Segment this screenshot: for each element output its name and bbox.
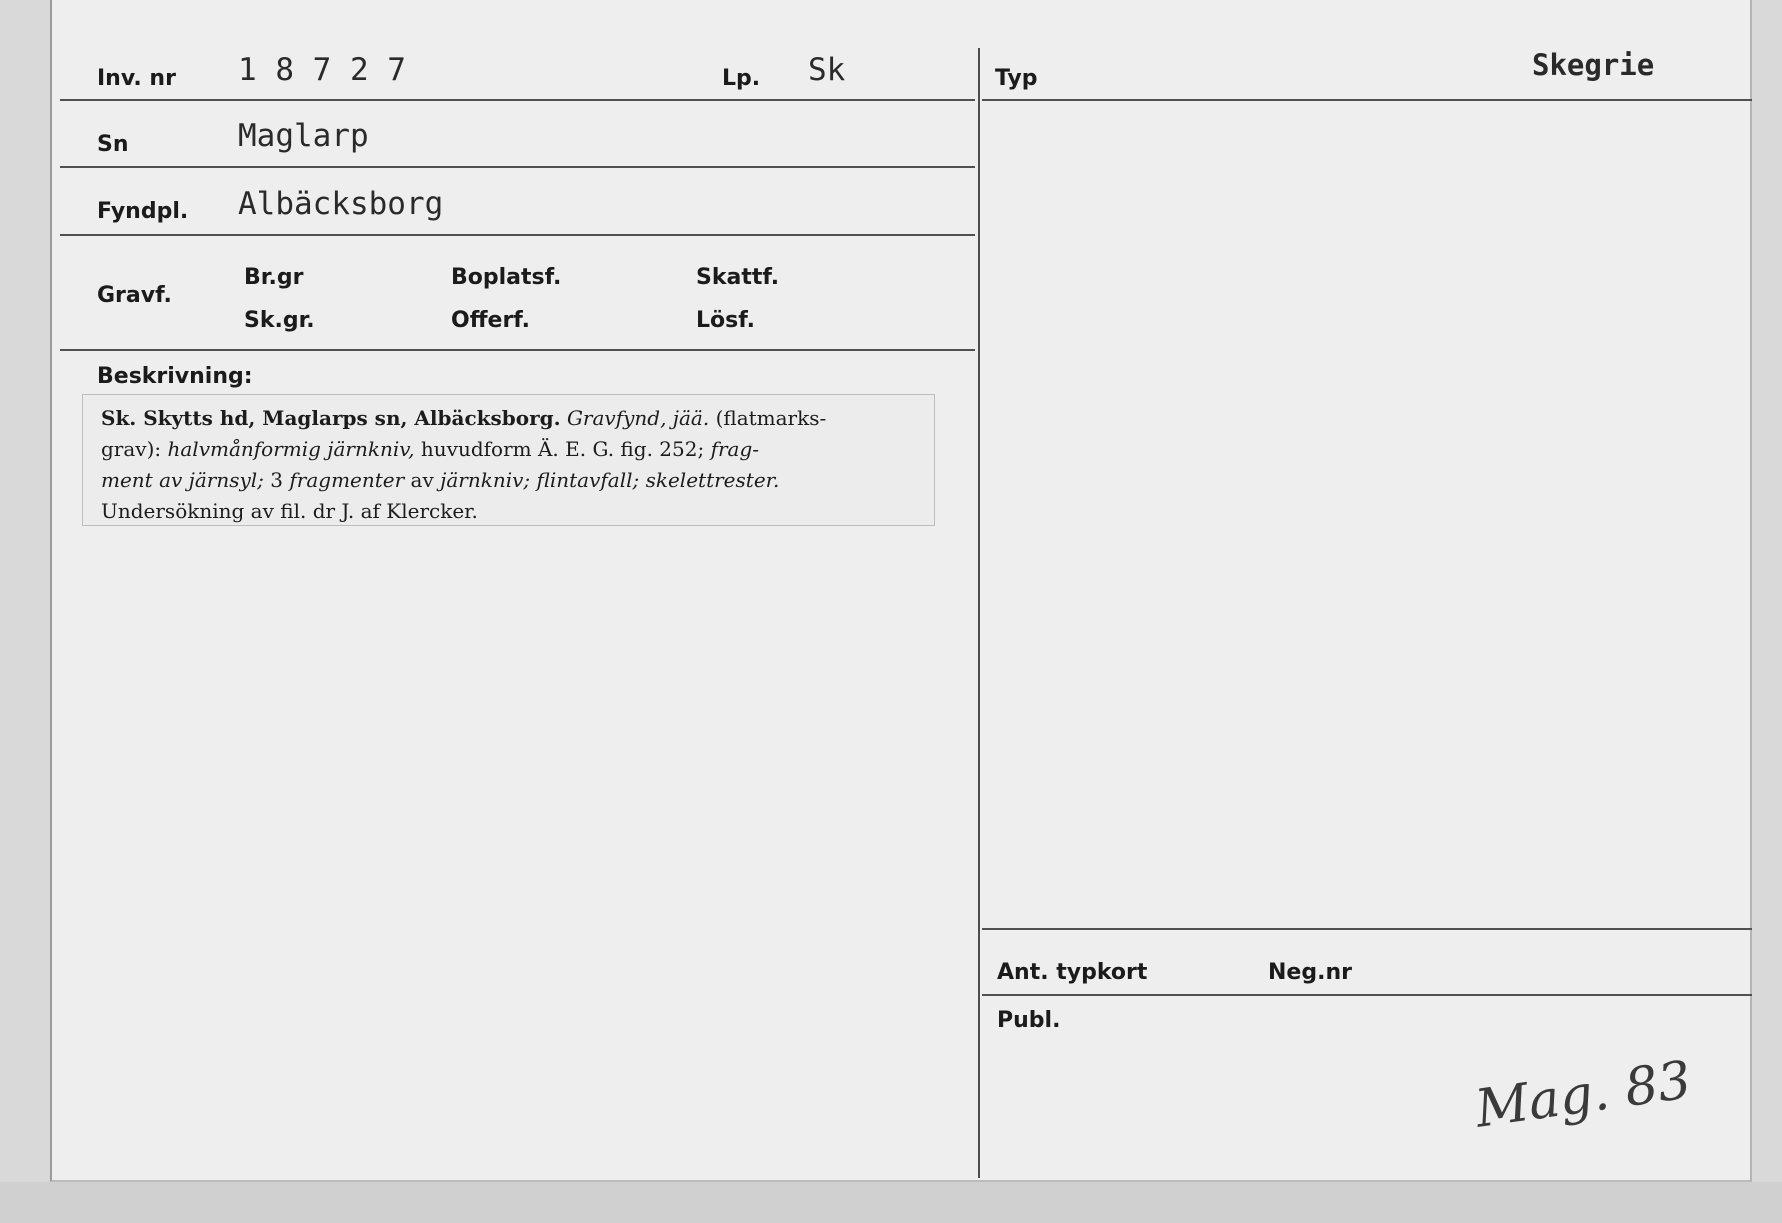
scan-edge-strip [0,1182,1782,1223]
neg-nr-label: Neg.nr [1268,960,1352,985]
fyndpl-value: Albäcksborg [238,186,444,222]
rule-publ [982,994,1752,996]
fyndpl-label: Fyndpl. [97,199,189,224]
ant-typkort-label: Ant. typkort [997,960,1148,985]
description-line-1: Sk. Skytts hd, Maglarps sn, Albäcksborg. Gravfynd, jää. (flatmarks- [101,406,827,430]
rule-gravf [60,349,975,351]
lp-label: Lp. [722,66,761,91]
brgr-label: Br.gr [244,265,304,290]
column-divider [978,48,980,1178]
beskrivning-label: Beskrivning: [97,364,253,389]
catalog-card [50,0,1752,1182]
publ-label: Publ. [997,1008,1061,1033]
skgr-label: Sk.gr. [244,308,315,333]
description-line-3: ment av järnsyl; 3 fragmenter av järnkniv; flintavfall; skelettrester. [101,468,780,492]
inv-nr-label: Inv. nr [97,66,176,91]
typ-value: Skegrie [1532,48,1655,82]
lp-value: Sk [808,52,846,88]
description-line-4: Undersökning av fil. dr J. af Klercker. [101,499,478,523]
gravf-label: Gravf. [97,283,172,308]
boplatsf-label: Boplatsf. [451,265,562,290]
sn-label: Sn [97,132,129,157]
inv-nr-value: 1 8 7 2 7 [238,52,406,88]
skattf-label: Skattf. [696,265,780,290]
description-line-2: grav): halvmånformig järnkniv, huvudform Ä. E. G. fig. 252; frag- [101,437,760,461]
typ-label: Typ [995,66,1038,91]
rule-typ [982,99,1752,101]
rule-sn [60,166,975,168]
rule-fyndpl [60,234,975,236]
offerf-label: Offerf. [451,308,531,333]
sn-value: Maglarp [238,118,369,154]
rule-inv [60,99,975,101]
description-slip [82,394,935,526]
losf-label: Lösf. [696,308,755,333]
rule-typkort [982,928,1752,930]
handwritten-note: Mag. 83 [1471,1050,1695,1140]
